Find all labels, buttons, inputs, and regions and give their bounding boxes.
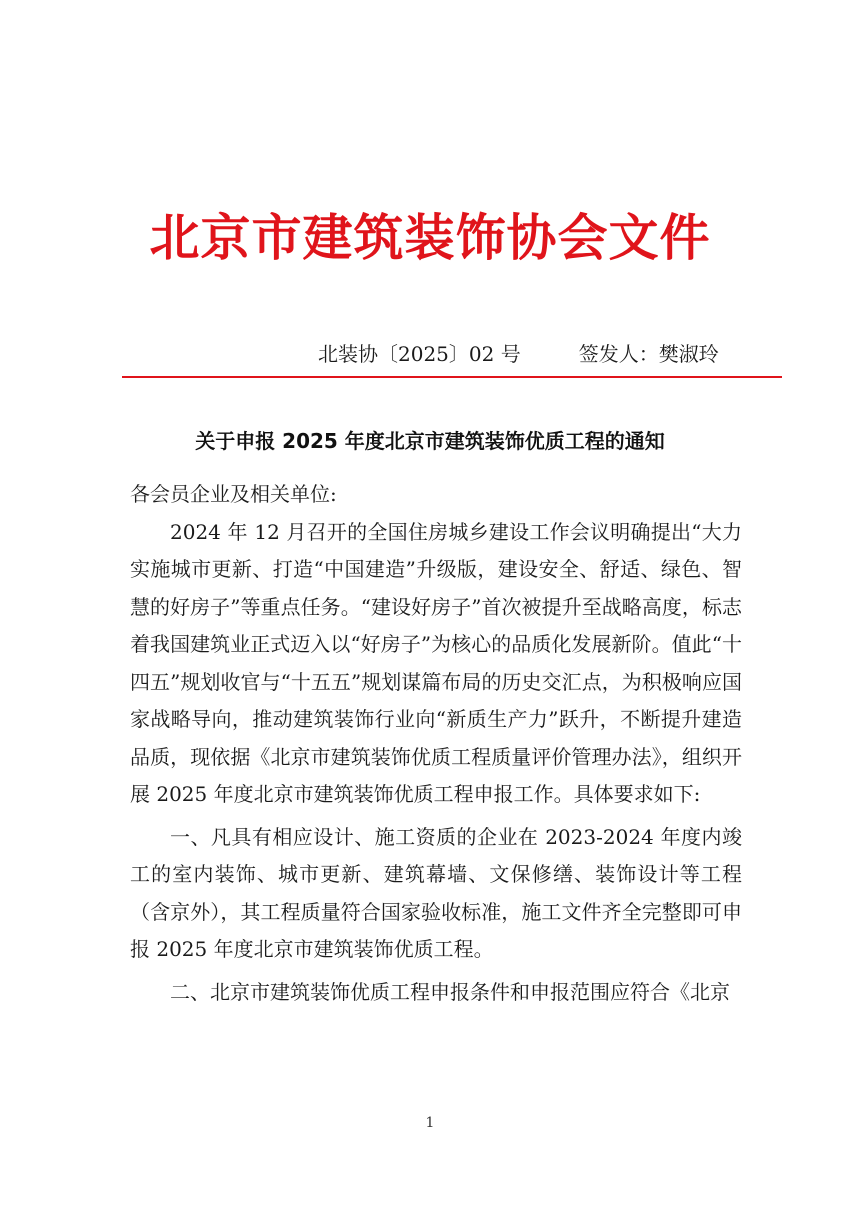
page-number: 1 <box>425 1115 435 1131</box>
notice-title: 关于申报 2025 年度北京市建筑装饰优质工程的通知 <box>195 429 665 453</box>
paragraph: 二、北京市建筑装饰优质工程申报条件和申报范围应符合《北京 <box>170 979 730 1004</box>
document-number: 北装协〔2025〕02 号 <box>318 342 521 366</box>
salutation: 各会员企业及相关单位: <box>130 482 337 506</box>
document-number-line <box>318 339 719 369</box>
paragraph: 一、凡具有相应设计、施工资质的企业在 2023-2024 年度内竣工的室内装饰、城市更新、建筑幕墙、文保修缮、装饰设计等工程（含京外），其工程质量符合国家验收标准，施工文件齐全完整即可申报 2025 年度北京市建筑装饰优质工程。 <box>130 824 742 961</box>
paragraph: 2024 年 12 月召开的全国住房城乡建设工作会议明确提出“大力实施城市更新、打造“中国建造”升级版，建设安全、舒适、绿色、智慧的好房子”等重点任务。“建设好房子”首次被提升至战略高度，标志着我国建筑业正式迈入以“好房子”为核心的品质化发展新阶。值此“十四五”规划收官与“十五五”规划谋篇布局的历史交汇点，为积极响应国家战略导向，推动建筑装饰行业向“新质生产力”跃升，不断提升建造品质，现依据《北京市建筑装饰优质工程质量评价管理办法》，组织开展 2025 年度北京市建筑装饰优质工程申报工作。具体要求如下: <box>130 519 742 806</box>
notice-body <box>130 476 742 1011</box>
red-divider <box>122 376 782 378</box>
masthead-title: 北京市建筑装饰协会文件 <box>149 208 711 267</box>
signer: 签发人：樊淑玲 <box>578 342 719 366</box>
